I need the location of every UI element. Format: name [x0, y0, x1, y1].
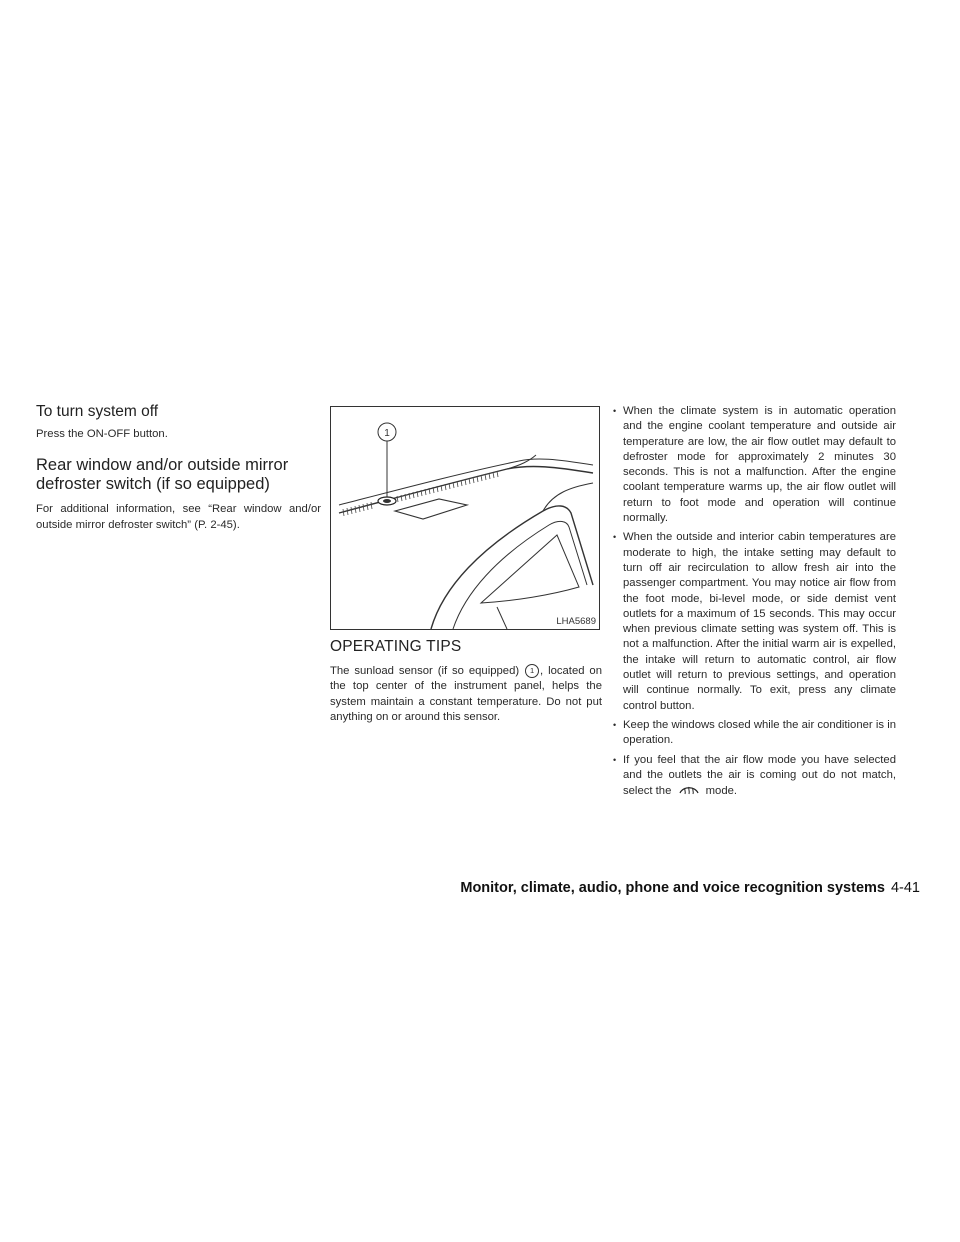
tips-list	[612, 404, 896, 799]
heading-operating-tips: OPERATING TIPS	[330, 638, 462, 655]
list-item: • When the outside and interior cabin temperatures are moderate to high, the intake setting may default to turn off air recirculation to allow fresh air into the passenger compartment. You may notice air flow from the foot mode, bi-level mode, or side demist vent outlets for a maximum of 15 seconds. This may occur when previous climate setting was system off. This is not a malfunction. After the initial warm air is expelled, the intake will return to automatic control, air flow outlet will return to previous settings, and operation will continue normally. To exit, press any climate control button.	[612, 530, 896, 714]
defroster-icon	[677, 783, 701, 796]
heading-rear-defroster: Rear window and/or outside mirror defroster switch (if so equipped)	[36, 456, 289, 494]
callout-number: 1	[384, 428, 390, 439]
list-item	[612, 753, 896, 800]
dashboard-illustration	[330, 406, 600, 630]
figure-code: LHA5689	[556, 616, 596, 627]
sunload-sensor-text	[330, 664, 602, 725]
heading-turn-system-off: To turn system off	[36, 403, 159, 420]
turn-off-text: Press the ON-OFF button.	[36, 428, 168, 440]
list-item: • When the climate system is in automatic operation and the engine coolant temperature and outside air temperature are low, the air flow outlet may default to defroster mode for approximately 2 minutes 30 seconds. This is not a malfunction. After the engine coolant temperature warms up, the air flow outlet will return to foot mode and operation will continue normally.	[612, 404, 896, 526]
footer-title: Monitor, climate, audio, phone and voice recognition systems	[460, 880, 885, 896]
list-item: • Keep the windows closed while the air conditioner is in operation.	[612, 718, 896, 749]
list-item-text-end: mode.	[702, 785, 738, 798]
middle-column	[330, 406, 602, 739]
list-item-text: If you feel that the air flow mode you have selected and the outlets the air is coming out do not match, select the	[623, 753, 896, 798]
callout-marker: 1	[525, 664, 539, 678]
sunload-sensor-drawing	[331, 407, 599, 629]
page-footer	[460, 880, 920, 896]
sunload-text-end: , located on the top center of the instrument panel, helps the system maintain a constant temperature. Do not put anything on or around this sensor.	[330, 665, 602, 723]
left-column	[36, 402, 321, 547]
rear-defroster-text: For additional information, see “Rear window and/or outside mirror defroster switch” (P. 2-45).	[36, 503, 321, 531]
right-column	[612, 404, 896, 803]
page-number: 4-41	[890, 880, 920, 896]
sunload-text-start: The sunload sensor (if so equipped)	[330, 665, 525, 677]
